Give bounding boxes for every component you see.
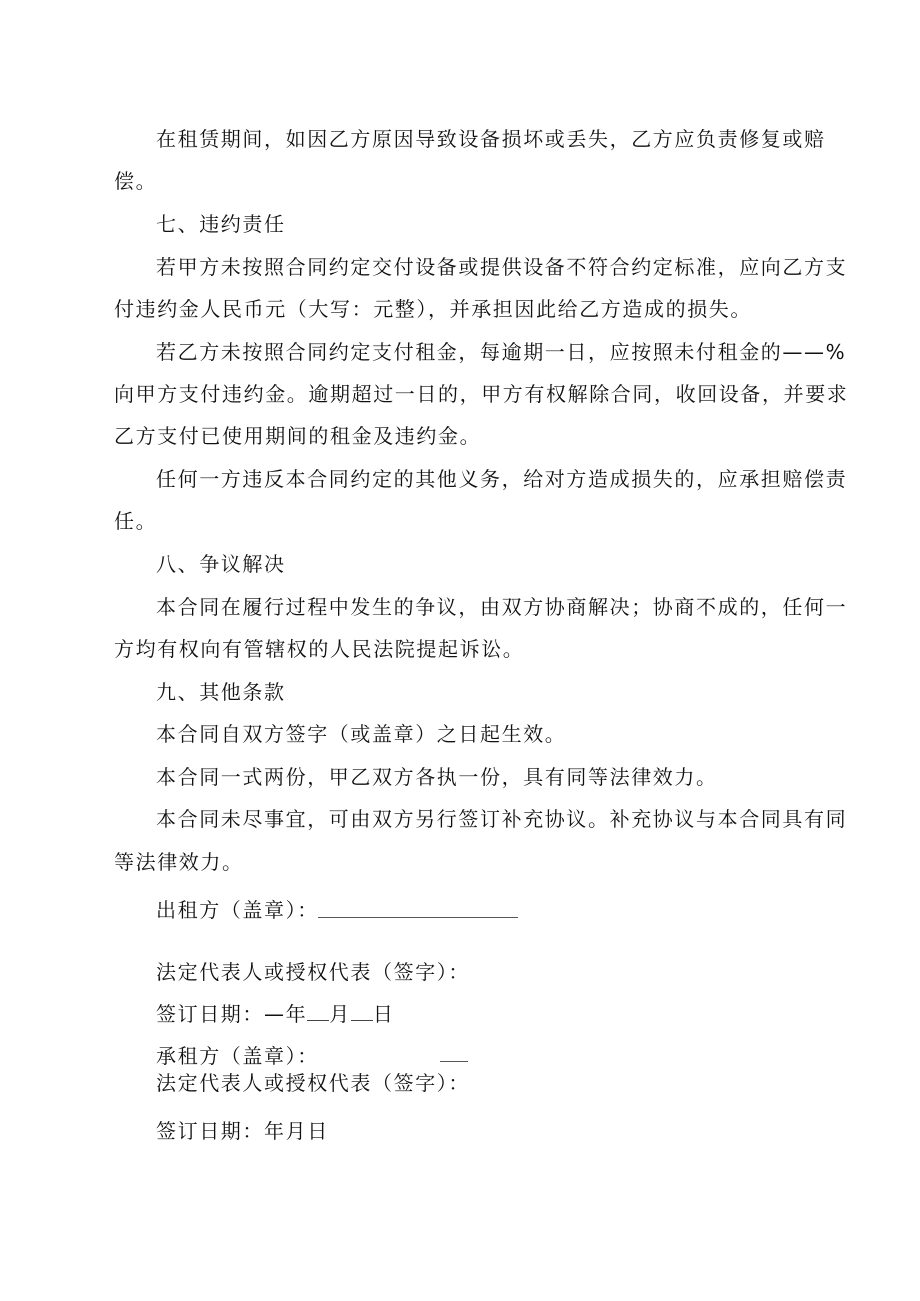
lessee-seal-label: 承租方（盖章）： xyxy=(156,1044,319,1068)
effective-clause: 本合同自双方签字（或盖章）之日起生效。 xyxy=(156,722,567,746)
lessor-date-prefix: 签订日期：—年 xyxy=(156,1002,308,1026)
other-breach-paragraph-line-1: 任何一方违反本合同约定的其他义务，给对方造成损失的，应承担赔偿责 xyxy=(156,467,848,491)
damage-paragraph-line-2: 偿。 xyxy=(114,169,158,193)
lessor-seal-blank[interactable] xyxy=(318,917,518,918)
lessor-date-day-blank[interactable] xyxy=(351,1002,373,1021)
supplement-paragraph-line-2: 等法律效力。 xyxy=(114,850,244,874)
other-breach-paragraph-line-2: 任。 xyxy=(114,509,158,533)
copies-clause: 本合同一式两份，甲乙双方各执一份，具有同等法律效力。 xyxy=(156,765,718,789)
section-7-heading: 七、违约责任 xyxy=(156,212,286,236)
lessee-signing-date: 签订日期：年月日 xyxy=(156,1119,329,1143)
damage-paragraph-line-1: 在租赁期间，如因乙方原因导致设备损坏或丢失，乙方应负责修复或赔 xyxy=(156,127,826,151)
lessor-breach-paragraph-line-2: 付违约金人民币元（大写：元整），并承担因此给乙方造成的损失。 xyxy=(114,297,752,321)
dispute-paragraph-line-1: 本合同在履行过程中发生的争议，由双方协商解决；协商不成的，任何一 xyxy=(156,595,848,619)
lessor-date-day-label: 日 xyxy=(372,1002,395,1026)
lessor-seal-label: 出租方（盖章）： xyxy=(156,898,319,922)
section-8-heading: 八、争议解决 xyxy=(156,552,286,576)
dispute-paragraph-line-2: 方均有权向有管辖权的人民法院提起诉讼。 xyxy=(114,637,525,661)
lessor-breach-paragraph-line-1: 若甲方未按照合同约定交付设备或提供设备不符合约定标准，应向乙方支 xyxy=(156,255,848,279)
lessor-representative-label: 法定代表人或授权代表（签字）： xyxy=(156,960,470,984)
lessee-representative-label: 法定代表人或授权代表（签字）： xyxy=(156,1071,470,1095)
lessee-seal-blank[interactable] xyxy=(440,1061,468,1062)
lessee-breach-paragraph-line-3: 乙方支付已使用期间的租金及违约金。 xyxy=(114,424,482,448)
lessor-seal-row xyxy=(156,897,319,923)
lessor-date-month-blank[interactable] xyxy=(307,1002,329,1021)
lessor-signing-date xyxy=(156,1001,394,1027)
lessor-date-month-label: 月 xyxy=(329,1002,351,1026)
section-9-heading: 九、其他条款 xyxy=(156,680,286,704)
supplement-paragraph-line-1: 本合同未尽事宜，可由双方另行签订补充协议。补充协议与本合同具有同 xyxy=(156,807,848,831)
lessee-breach-paragraph-line-1: 若乙方未按照合同约定支付租金，每逾期一日，应按照未付租金的——% xyxy=(156,340,847,364)
lessee-breach-paragraph-line-2: 向甲方支付违约金。逾期超过一日的，甲方有权解除合同，收回设备，并要求 xyxy=(114,382,849,406)
